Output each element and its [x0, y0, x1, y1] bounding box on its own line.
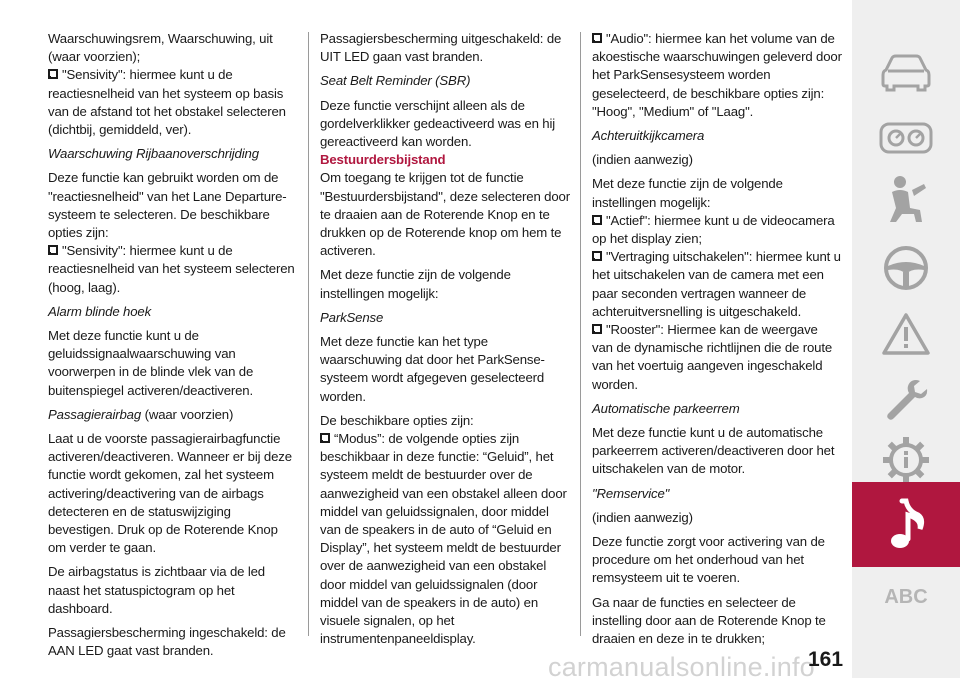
- subheading: Achteruitkijkcamera: [592, 128, 705, 144]
- column-divider: [308, 32, 309, 636]
- chapter-sidebar: [852, 0, 960, 678]
- wrench-icon[interactable]: [876, 370, 936, 430]
- bullet-icon: [592, 324, 602, 334]
- watermark: carmanualsonline.info: [548, 652, 815, 682]
- paragraph: (indien aanwezig): [592, 152, 693, 168]
- bullet-item: "Sensivity": hiermee kunt u de reactiesnelheid van het systeem op basis van de afstand tot het obstakel selecteren (dichtbij, gemiddeld, ver).: [48, 67, 286, 138]
- index-abc-label[interactable]: ABC: [884, 586, 928, 608]
- bullet-item: "Sensivity": hiermee kunt u de reactiesnelheid van het systeem selecteren (hoog, laag).: [48, 243, 295, 295]
- dashboard-gauges-icon[interactable]: [876, 108, 936, 168]
- bullet-icon: [592, 33, 602, 43]
- paragraph: De beschikbare opties zijn:: [320, 412, 474, 428]
- paragraph: Ga naar de functies en selecteer de instelling door aan de Roterende Knop te draaien en deze in te drukken;: [592, 594, 826, 647]
- column-divider: [580, 32, 581, 636]
- paragraph: (indien aanwezig): [592, 509, 693, 525]
- page-number: 161: [808, 648, 844, 671]
- paragraph: Met deze functie kunt u de geluidssignaalwaarschuwing van voorwerpen in de blinde vlek van de buitenspiegel activeren/deactiveren.: [48, 328, 254, 398]
- bullet-item: "Audio": hiermee kan het volume van de akoestische waarschuwingen geleverd door het ParkSensesysteem worden geselecteerd, de beschikbare opties zijn: "Hoog", "Medium" of "Laag".: [592, 31, 842, 119]
- bullet-icon: [320, 433, 330, 443]
- paragraph: Passagiersbescherming uitgeschakeld: de UIT LED gaan vast branden.: [320, 31, 562, 65]
- subheading: Waarschuwing Rijbaanoverschrijding: [48, 146, 259, 162]
- subheading-line: Passagierairbag (waar voorzien): [48, 406, 234, 422]
- paragraph: De airbagstatus is zichtbaar via de led naast het statuspictogram op het dashboard.: [48, 564, 265, 616]
- subheading: Alarm blinde hoek: [48, 303, 152, 319]
- paragraph: Deze functie zorgt voor activering van de procedure om het onderhoud van het remsysteem uit te voeren.: [592, 534, 825, 586]
- bullet-icon: [48, 69, 58, 79]
- seatbelt-person-icon[interactable]: [876, 170, 936, 230]
- paragraph: Om toegang te krijgen tot de functie "Bestuurdersbijstand", deze selecteren door te draaien aan de Roterende Knop en te drukken op de Roterende knop om hem te activeren.: [320, 170, 570, 259]
- text-column-3: [592, 30, 842, 654]
- paragraph: Deze functie kan gebruikt worden om de "reactiesnelheid" van het Lane Departure-systeem te selecteren. De beschikbare opties zijn:: [48, 170, 287, 241]
- paragraph: Passagiersbescherming ingeschakeld: de AAN LED gaat vast branden.: [48, 625, 286, 659]
- music-note-icon[interactable]: [876, 494, 936, 554]
- paragraph: Deze functie verschijnt alleen als de gordelverklikker gedeactiveerd was en hij gereactiveerd kan worden.: [320, 97, 556, 150]
- bullet-item: "Vertraging uitschakelen": hiermee kunt u het uitschakelen van de camera met een paar seconden vertragen wanneer de achteruitversnelling is uitgeschakeld.: [592, 249, 841, 319]
- car-icon[interactable]: [876, 42, 936, 102]
- paragraph: Laat u de voorste passagierairbagfunctie activeren/deactiveren. Wanneer er bij deze functie wordt gekomen, zal het systeem activering/deactivering van de airbags detecteren en de statuswijziging bevestigen. Druk op de Roterende Knop om verder te gaan.: [48, 431, 292, 556]
- paragraph: Met deze functie kan het type waarschuwing dat door het ParkSense-systeem wordt afgegeven geselecteerd worden.: [320, 334, 545, 404]
- bullet-icon: [592, 215, 602, 225]
- paragraph: Waarschuwingsrem, Waarschuwing, uit (waar voorzien);: [48, 31, 273, 65]
- warning-triangle-icon[interactable]: [876, 304, 936, 364]
- paragraph: Met deze functie kunt u de automatische parkeerrem activeren/deactiveren door het uitschakelen van de motor.: [592, 425, 835, 477]
- subheading: Automatische parkeerrem: [592, 400, 740, 416]
- subheading: Seat Belt Reminder (SBR): [320, 73, 471, 89]
- bullet-icon: [592, 251, 602, 261]
- section-heading: Bestuurdersbijstand: [320, 152, 446, 168]
- paragraph: Met deze functie zijn de volgende instellingen mogelijk:: [592, 176, 783, 210]
- text-column-2: [320, 30, 570, 655]
- subheading: ParkSense: [320, 309, 384, 325]
- bullet-item: "Actief": hiermee kunt u de videocamera op het display zien;: [592, 212, 835, 247]
- gear-info-icon[interactable]: [876, 430, 936, 490]
- bullet-item: “Modus”: de volgende opties zijn beschikbaar in deze functie: “Geluid”, het systeem meldt de bestuurder over de aanwezigheid van een obstakel alleen door middel van geluidssignalen, door middel van de speakers in de auto of “Geluid en Display”, het systeem meldt de bestuurder over de aanwezigheid van een obstakel door middel van geluidssignalen (door middel van de speakers in de auto) en visuele signalen, op het instrumentenpaneeldisplay.: [320, 431, 567, 647]
- bullet-icon: [48, 245, 58, 255]
- subheading: "Remservice": [592, 485, 670, 501]
- paragraph: Met deze functie zijn de volgende instellingen mogelijk:: [320, 267, 511, 301]
- steering-wheel-icon[interactable]: [876, 238, 936, 298]
- bullet-item: "Rooster": Hiermee kan de weergave van de dynamische richtlijnen die de route van het voertuig aangeven ingeschakeld worden.: [592, 322, 833, 392]
- text-column-1: [48, 30, 298, 667]
